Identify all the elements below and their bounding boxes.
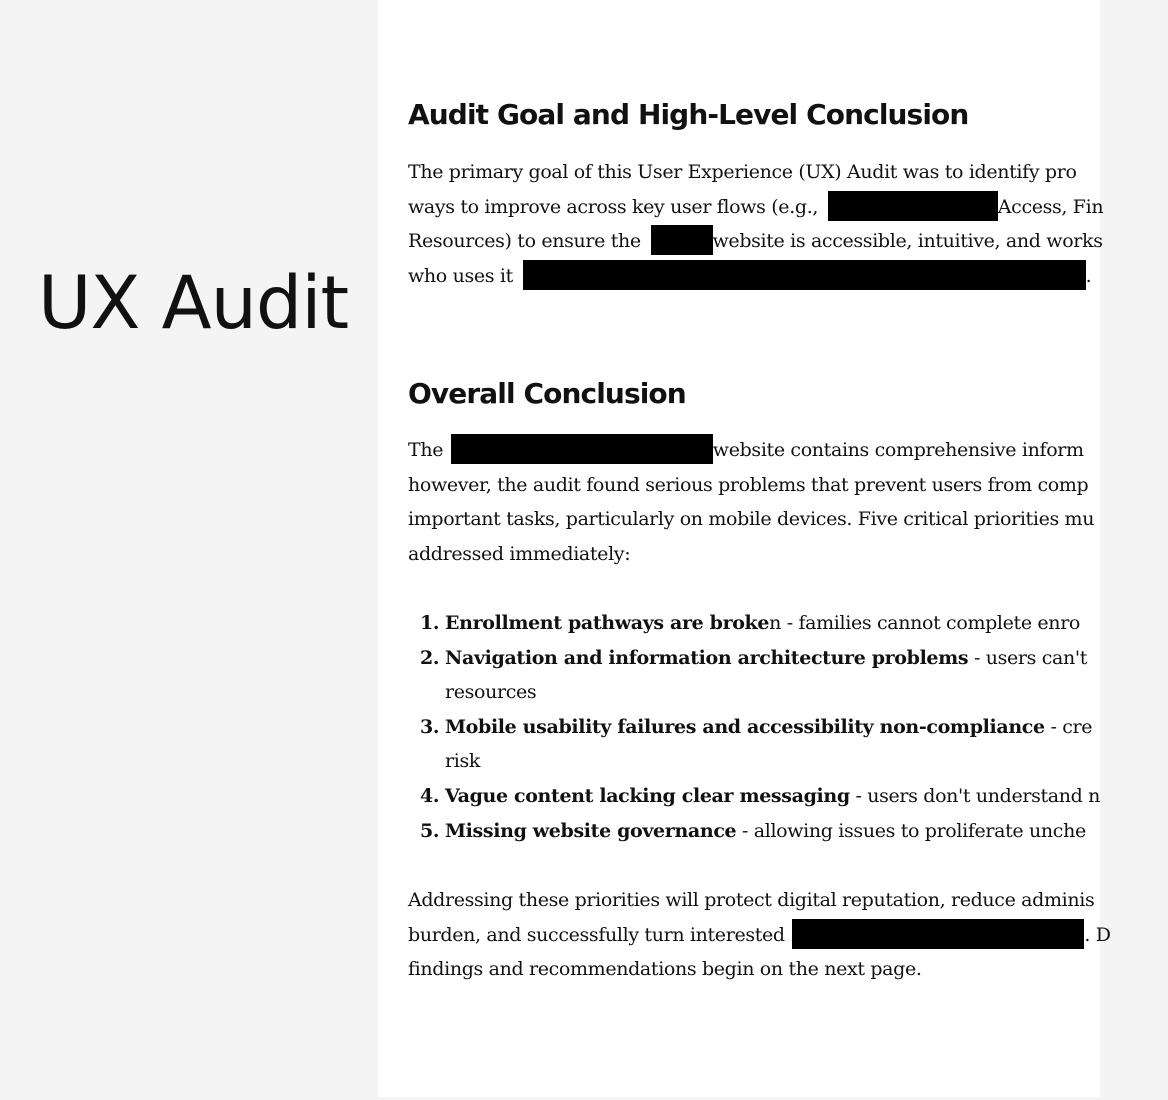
list-item-title: Vague content lacking clear messaging (445, 784, 850, 807)
overall-line-3: important tasks, particularly on mobile devices. Five critical priorities mu (408, 508, 1095, 531)
redaction-block (828, 191, 998, 221)
overall-heading: Overall Conclusion (408, 377, 686, 410)
list-item (408, 779, 1100, 814)
list-item-title: Enrollment pathways are broke (445, 612, 770, 634)
list-item-text: n - families cannot complete enro (769, 612, 1081, 634)
cover-panel (0, 0, 378, 1100)
overall-line-1b: website contains comprehensive inform (712, 439, 1084, 461)
list-item-text: - users don't understand n (849, 784, 1101, 807)
list-item (408, 814, 1100, 849)
closing-line-2b: . D (1084, 923, 1111, 946)
goal-line-2a: ways to improve across key user flows (e.g., (408, 195, 824, 218)
goal-line-3b: website is accessible, intuitive, and works (712, 230, 1103, 253)
list-number: 2. (420, 646, 440, 669)
list-item-title: Mobile usability failures and accessibility non-compliance (445, 715, 1045, 738)
goal-line-3a: Resources) to ensure the (408, 230, 647, 253)
list-item-continuation: resources (445, 681, 537, 704)
redaction-block (451, 434, 713, 464)
goal-line-2b: Access, Fin (997, 195, 1104, 218)
overall-line-2: however, the audit found serious problems that prevent users from comp (408, 473, 1089, 496)
goal-line-4b: . (1085, 264, 1092, 287)
priority-list (408, 606, 1100, 848)
list-item-text: - allowing issues to proliferate unche (736, 819, 1086, 842)
list-number: 4. (420, 784, 440, 807)
closing-line-3: findings and recommendations begin on the next page. (408, 958, 922, 981)
cover-title: UX Audit (38, 261, 349, 346)
redaction-block (792, 919, 1084, 949)
goal-line-1: The primary goal of this User Experience (UX) Audit was to identify pro (408, 161, 1077, 183)
overall-paragraph (408, 433, 1094, 571)
list-item-title: Navigation and information architecture problems (445, 646, 969, 669)
goal-line-4a: who uses it (408, 264, 519, 287)
closing-paragraph (408, 883, 1111, 987)
list-item (408, 641, 1100, 710)
list-item-text: - users can't (968, 646, 1088, 669)
list-item-title: Missing website governance (445, 819, 737, 842)
list-item-text: - cre (1044, 715, 1093, 738)
document-page (378, 0, 1111, 1097)
redaction-block (651, 225, 713, 255)
closing-line-2a: burden, and successfully turn interested (408, 923, 791, 946)
goal-paragraph (408, 155, 1103, 293)
overall-line-1a: The (408, 439, 449, 461)
overall-line-4: addressed immediately: (408, 542, 631, 565)
goal-heading: Audit Goal and High-Level Conclusion (408, 98, 969, 131)
list-item (408, 710, 1100, 779)
list-item-continuation: risk (445, 750, 481, 773)
list-item (408, 606, 1100, 641)
list-number: 1. (420, 612, 440, 634)
closing-line-1: Addressing these priorities will protect digital reputation, reduce adminis (408, 889, 1095, 911)
redaction-block (523, 260, 1086, 290)
list-number: 3. (420, 715, 440, 738)
list-number: 5. (420, 819, 440, 842)
